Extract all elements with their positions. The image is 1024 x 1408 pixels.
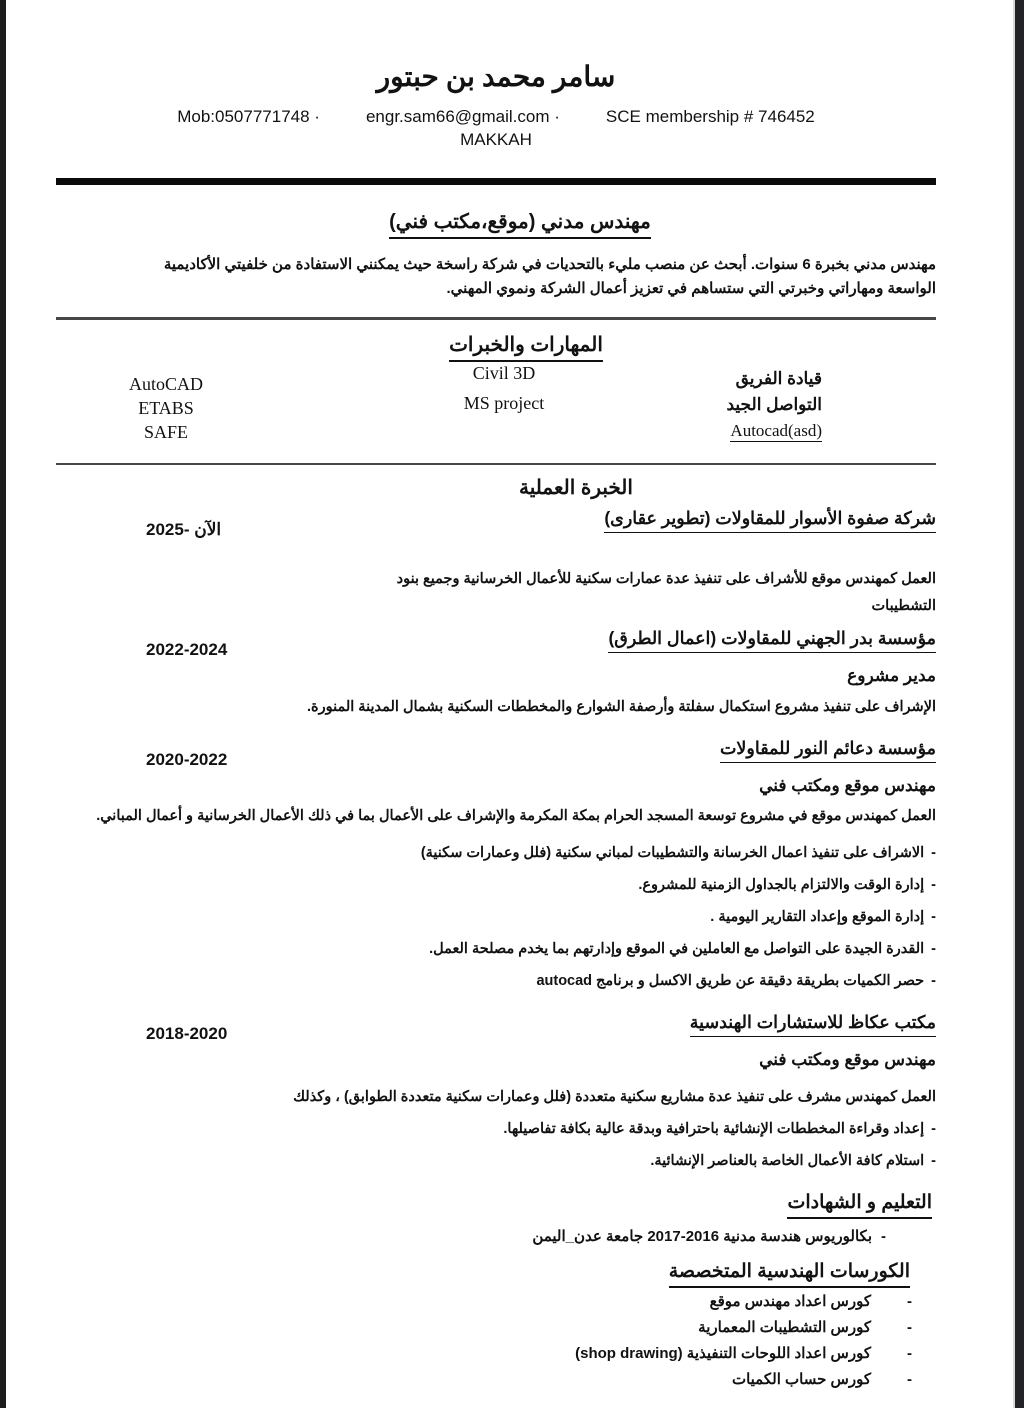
- email-address: engr.sam66@gmail.com ·: [365, 107, 560, 126]
- skill-item: قيادة الفريق: [735, 368, 822, 388]
- dash-icon: -: [907, 1293, 912, 1310]
- skill-item: AutoCAD: [128, 373, 203, 394]
- company-name: مؤسسة دعائم النور للمقاولات: [720, 738, 936, 763]
- skills-column-right: [726, 366, 822, 444]
- experience-bullet: -إدارة الوقت والالتزام بالجداول الزمنية للمشروع.: [638, 877, 936, 893]
- experience-bullet: -القدرة الجيدة على التواصل مع العاملين في الموقع وإدارتهم بما يخدم مصلحة العمل.: [429, 941, 936, 957]
- experience-bullet: -استلام كافة الأعمال الخاصة بالعناصر الإنشائية.: [650, 1153, 936, 1169]
- job-description: العمل كمهندس موقع للأشراف على تنفيذ عدة عمارات سكنية للأعمال الخرسانية وجميع بنود التشطيبات: [396, 571, 936, 614]
- job-bullet-list: [56, 843, 936, 991]
- section-divider: [56, 317, 936, 320]
- dash-icon: -: [931, 909, 936, 925]
- skill-item: Autocad(asd): [730, 420, 822, 440]
- dash-icon: -: [907, 1319, 912, 1336]
- job-role: مهندس موقع ومكتب فني: [759, 1050, 936, 1069]
- dash-icon: -: [931, 1121, 936, 1137]
- job-entry: [56, 1012, 936, 1171]
- sce-membership: SCE membership # 746452: [605, 107, 815, 126]
- job-role: مهندس موقع ومكتب فني: [759, 776, 936, 795]
- experience-bullet: -حصر الكميات بطريقة دقيقة عن طريق الاكسل و برنامج autocad: [536, 973, 936, 989]
- page-edge-left: [0, 0, 6, 1408]
- dash-icon: -: [931, 973, 936, 989]
- skill-item: ETABS: [138, 397, 194, 418]
- course-item: -كورس حساب الكميات: [731, 1371, 912, 1388]
- section-heading-experience: الخبرة العملية: [519, 477, 633, 499]
- job-description: العمل كمهندس مشرف على تنفيذ عدة مشاريع سكنية متعددة (فلل وعمارات سكنية متعددة الطوابق) ، وكذلك: [293, 1089, 936, 1105]
- page-edge-right: [1013, 0, 1024, 1408]
- course-item: -كورس اعداد مهندس موقع: [709, 1293, 912, 1310]
- skills-grid: [56, 358, 936, 442]
- dash-icon: -: [931, 877, 936, 893]
- job-description: الإشراف على تنفيذ مشروع استكمال سفلتة وأرصفة الشوارع والمخططات السكنية بشمال المدينة المنورة.: [306, 699, 936, 715]
- course-item: -كورس اعداد اللوحات التنفيذية (shop drawing): [575, 1345, 912, 1362]
- dash-icon: -: [931, 1153, 936, 1169]
- company-name: شركة صفوة الأسوار للمقاولات (تطوير عقارى): [604, 508, 936, 533]
- job-description: العمل كمهندس موقع في مشروع توسعة المسجد الحرام بمكة المكرمة والإشراف على الأعمال بما في ذلك الأعمال الخرسانية و أعمال المباني.: [96, 808, 936, 824]
- mobile-number: Mob:0507771748 ·: [177, 107, 320, 126]
- skill-item: MS project: [463, 392, 545, 413]
- contact-line: [56, 107, 936, 127]
- dash-icon: -: [881, 1228, 886, 1245]
- skill-item: التواصل الجيد: [726, 394, 822, 414]
- dash-icon: -: [931, 845, 936, 861]
- summary-text: مهندس مدني بخبرة 6 سنوات. أبحث عن منصب مليء بالتحديات في شركة راسخة حيث يمكنني الاستفادة من خلفيتي الأكاديمية الواسعة ومهاراتي وخبرتي التي ستساهم في تعزيز أعمال الشركة ونموي المهني.: [163, 256, 936, 297]
- header: [56, 0, 936, 150]
- job-entry: [56, 508, 936, 620]
- dash-icon: -: [907, 1371, 912, 1388]
- skill-item: SAFE: [143, 421, 188, 442]
- company-name: مكتب عكاظ للاستشارات الهندسية: [690, 1012, 936, 1037]
- job-period: 2020-2022: [146, 750, 228, 769]
- course-list: [56, 1292, 936, 1389]
- dash-icon: -: [907, 1345, 912, 1362]
- job-entry: [56, 628, 936, 721]
- candidate-name: سامر محمد بن حبتور: [376, 62, 616, 93]
- section-heading-education: التعليم و الشهادات: [56, 1191, 932, 1214]
- course-item: -كورس التشطيبات المعمارية: [698, 1319, 912, 1336]
- dash-icon: -: [931, 941, 936, 957]
- job-bullet-list: [56, 1119, 936, 1171]
- job-entry: [56, 738, 936, 991]
- experience-bullet: -إدارة الموقع وإعداد التقارير اليومية .: [710, 909, 936, 925]
- divider-bar: [56, 178, 936, 185]
- experience-bullet: -إعداد وقراءة المخططات الإنشائية باحترافية وبدقة عالية بكافة تفاصيلها.: [503, 1121, 936, 1137]
- job-period: 2018-2020: [146, 1024, 228, 1043]
- job-target-title: مهندس مدني (موقع،مكتب فني): [56, 209, 984, 234]
- section-divider: [56, 463, 936, 466]
- job-role: مدير مشروع: [847, 666, 936, 685]
- job-period: 2022-2024: [146, 640, 228, 659]
- job-period: الآن -2025: [146, 520, 222, 539]
- skill-item: Civil 3D: [472, 362, 536, 383]
- section-heading-skills: المهارات والخبرات: [56, 332, 996, 357]
- cv-page: [56, 0, 936, 1396]
- education-item: -بكالوريوس هندسة مدنية 2016-2017 جامعة عدن_اليمن: [532, 1228, 886, 1245]
- city-label: MAKKAH: [460, 130, 532, 149]
- section-heading-courses: الكورسات الهندسية المتخصصة: [56, 1260, 910, 1283]
- experience-bullet: -الاشراف على تنفيذ اعمال الخرسانة والتشطيبات لمباني سكنية (فلل وعمارات سكنية): [420, 845, 936, 861]
- company-name: مؤسسة بدر الجهني للمقاولات (اعمال الطرق): [608, 628, 936, 653]
- skills-column-left: [86, 372, 246, 444]
- skills-column-middle: [464, 358, 545, 418]
